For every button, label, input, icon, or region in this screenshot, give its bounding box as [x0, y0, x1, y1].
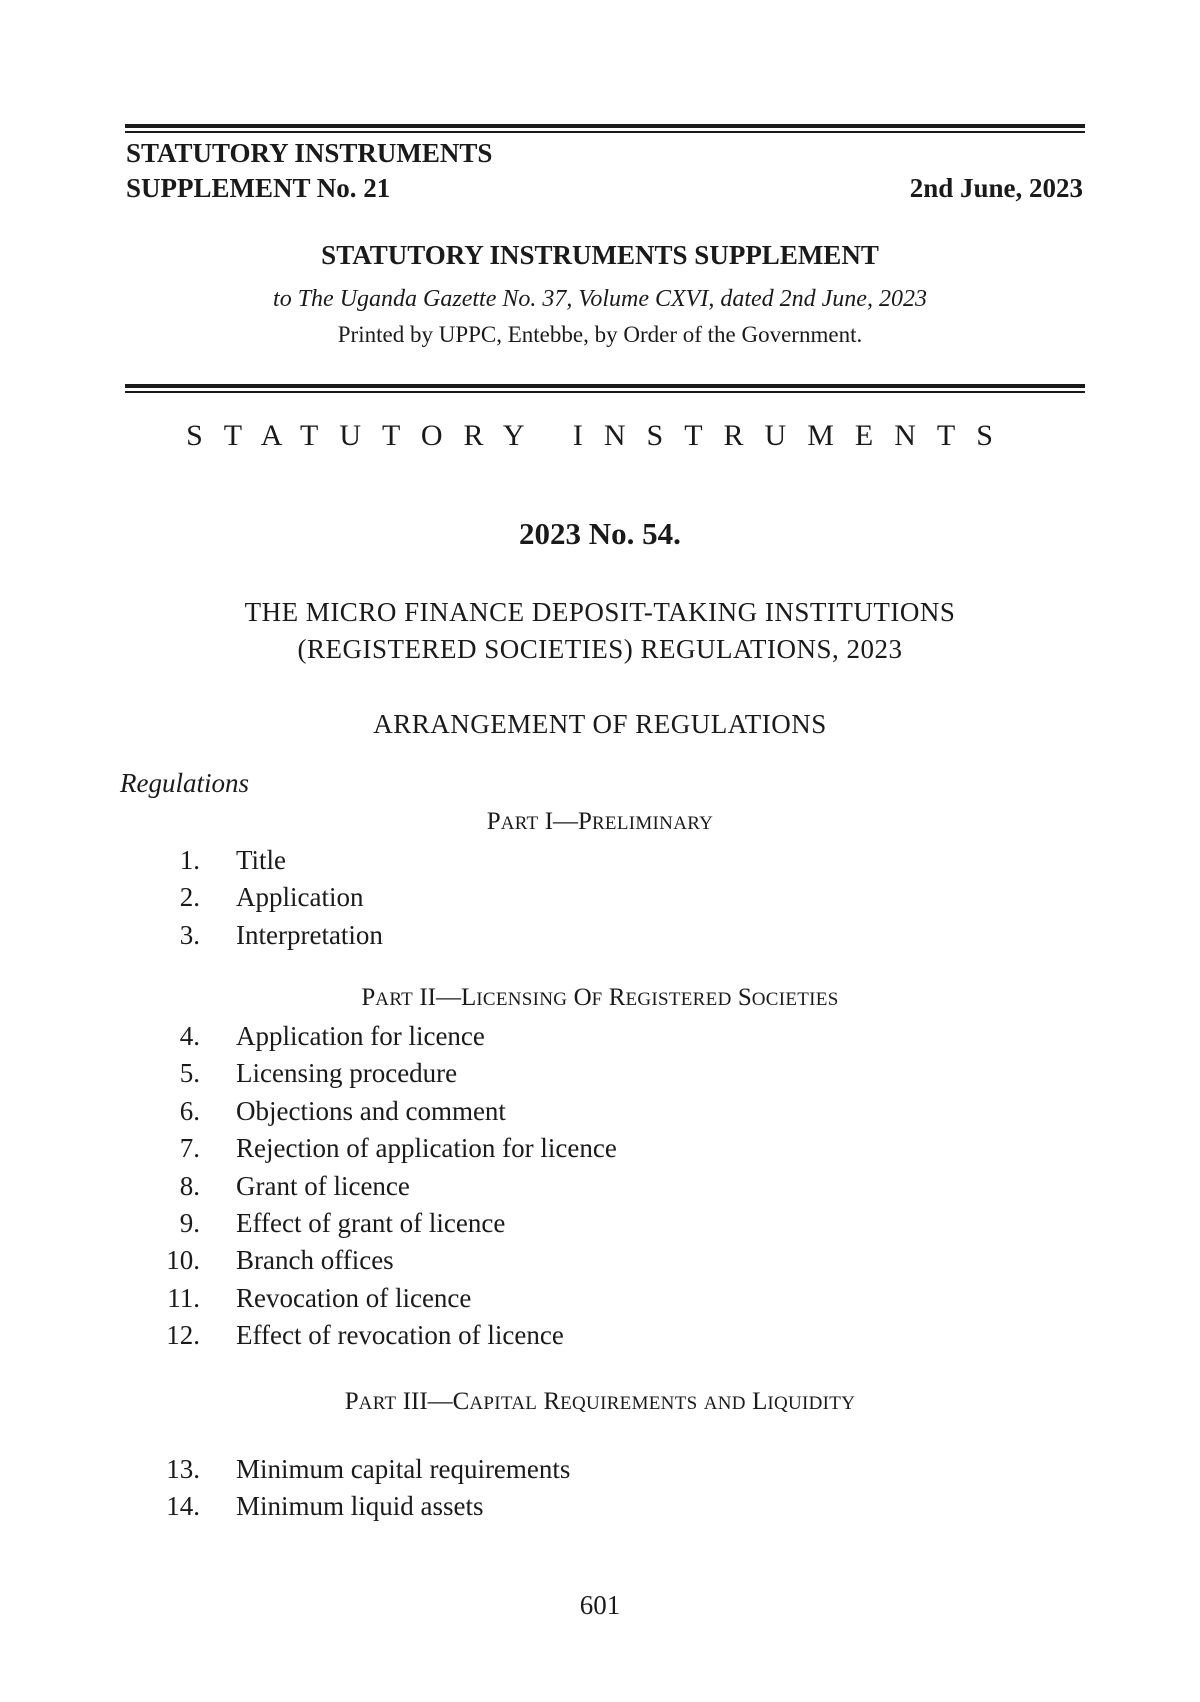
regulation-number: 4.	[179, 1021, 200, 1051]
regulation-title: Revocation of licence	[236, 1283, 472, 1313]
part-heading-text: O	[573, 984, 592, 1011]
list-item	[0, 1488, 1200, 1525]
list-item	[0, 1242, 1200, 1279]
regulation-number: 11.	[167, 1283, 200, 1313]
regulation-number: 7.	[179, 1133, 200, 1163]
part-heading-text: R	[608, 984, 626, 1011]
list-item	[0, 1451, 1200, 1488]
part-heading-text: P	[486, 808, 501, 835]
part-heading	[0, 981, 1200, 1017]
part-heading	[0, 1385, 1200, 1421]
part-heading-text: P	[578, 808, 592, 835]
regulation-number: 12.	[166, 1320, 200, 1350]
part-heading-text: II—	[419, 984, 461, 1011]
part-heading-text: L	[752, 1388, 768, 1415]
regulation-number: 8.	[179, 1171, 200, 1201]
gazette-reference: to The Uganda Gazette No. 37, Volume CXVI, dated 2nd June, 2023	[273, 286, 927, 312]
top-double-rule	[125, 124, 1085, 133]
list-item	[0, 1130, 1200, 1167]
list-item	[0, 879, 1200, 916]
part-heading-text: III—	[402, 1388, 453, 1415]
header-line-2: SUPPLEMENT No. 21	[126, 173, 391, 203]
regulation-title: Application for licence	[236, 1021, 485, 1051]
part-heading-text: P	[361, 984, 376, 1011]
printer-notice: Printed by UPPC, Entebbe, by Order of the Government.	[337, 322, 863, 347]
list-item	[0, 1205, 1200, 1242]
list-item	[0, 1018, 1200, 1055]
regulation-title: Title	[236, 845, 287, 875]
regulation-title: Minimum capital requirements	[236, 1454, 571, 1484]
regulation-title	[0, 594, 1200, 668]
page-number: 601	[579, 1590, 621, 1620]
regulation-title: Effect of revocation of licence	[236, 1320, 564, 1350]
part-heading-text: IQUIDITY	[767, 1393, 856, 1414]
regulation-title: Branch offices	[236, 1245, 394, 1275]
regulation-title: Grant of licence	[236, 1171, 410, 1201]
regulations-column-label: Regulations	[120, 768, 249, 798]
part-heading-text: ART	[375, 989, 414, 1010]
part-heading-text: I—	[544, 808, 579, 835]
regulation-title: Licensing procedure	[236, 1058, 458, 1088]
regulation-title: Interpretation	[236, 920, 383, 950]
regulation-title: Minimum liquid assets	[236, 1491, 484, 1521]
instrument-number: 2023 No. 54.	[519, 516, 681, 551]
list-item	[0, 842, 1200, 879]
regulation-number: 9.	[179, 1208, 200, 1238]
part-heading-text: APITAL	[469, 1393, 538, 1414]
part-heading-text: RELIMINARY	[591, 813, 714, 834]
list-item	[0, 1093, 1200, 1130]
part-heading-text: ICENSING	[476, 989, 568, 1010]
part-heading-text: EQUIREMENTS	[560, 1393, 698, 1414]
part-heading-text: AND	[703, 1393, 746, 1414]
part-heading	[0, 805, 1200, 841]
part-heading-text: ART	[500, 813, 539, 834]
regulation-number: 14.	[166, 1491, 200, 1521]
regulation-title: Effect of grant of licence	[236, 1208, 506, 1238]
part-heading-text: L	[460, 984, 477, 1011]
list-item	[0, 1317, 1200, 1354]
part-heading-text: OCIETIES	[751, 989, 839, 1010]
part-heading-text: P	[344, 1388, 359, 1415]
regulation-title: Rejection of application for licence	[236, 1133, 617, 1163]
list-item	[0, 1168, 1200, 1205]
part-heading-text: ART	[358, 1393, 397, 1414]
part-heading-text: EGISTERED	[625, 989, 732, 1010]
header-date: 2nd June, 2023	[909, 173, 1083, 203]
regulation-title: Objections and comment	[236, 1096, 506, 1126]
part-heading-text: F	[591, 989, 603, 1010]
regulation-title-line-2: (REGISTERED SOCIETIES) REGULATIONS, 2023	[297, 634, 903, 664]
regulation-number: 6.	[179, 1096, 200, 1126]
header-line-1: STATUTORY INSTRUMENTS	[126, 138, 493, 168]
regulation-number: 5.	[179, 1058, 200, 1088]
supplement-header	[126, 136, 492, 206]
regulation-number: 2.	[179, 882, 200, 912]
regulation-title-line-1: THE MICRO FINANCE DEPOSIT-TAKING INSTITUTIONS	[244, 597, 956, 627]
supplement-title: STATUTORY INSTRUMENTS SUPPLEMENT	[321, 240, 879, 270]
regulation-number: 3.	[179, 920, 200, 950]
regulation-number: 1.	[179, 845, 200, 875]
part-heading-text: S	[737, 984, 752, 1011]
regulation-number: 10.	[166, 1245, 200, 1275]
list-item	[0, 1055, 1200, 1092]
regulation-title: Application	[236, 882, 364, 912]
part-heading-text: C	[452, 1388, 470, 1415]
statutory-instruments-banner: STATUTORY INSTRUMENTS	[186, 419, 1014, 452]
middle-double-rule	[125, 384, 1085, 393]
list-item	[0, 917, 1200, 954]
part-heading-text: R	[543, 1388, 561, 1415]
regulation-number: 13.	[166, 1454, 200, 1484]
arrangement-heading: ARRANGEMENT OF REGULATIONS	[373, 709, 827, 739]
list-item	[0, 1280, 1200, 1317]
